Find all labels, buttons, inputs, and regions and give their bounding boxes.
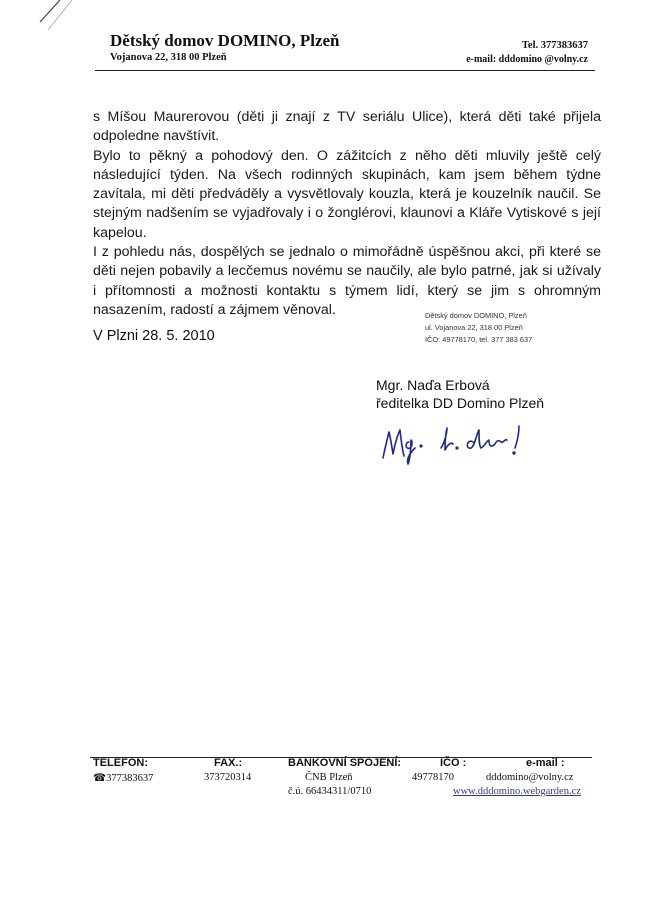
letterhead-email: e-mail: dddomino @volny.cz: [466, 54, 588, 65]
footer-fax-label: FAX.:: [214, 757, 243, 769]
footer-bank-name: ČNB Plzeň: [305, 772, 353, 783]
body-paragraph: Bylo to pěkný a pohodový den. O zážitcích z něho děti mluvily ještě celý následující týden. Na všech rodinných skupinách, kam jsem během týdne zavítala, mi děti předváděly a vysvětlovaly kouzla, která je kouzelník naučil. Se stejným nadšením se vyjadřovaly i o žonglérovi, klaunovi a Kláře Vytiskové s její kapelou.: [93, 147, 601, 241]
footer-bank-account: č.ú. 66434311/0710: [288, 786, 372, 797]
footer-email-label: e-mail :: [526, 757, 565, 769]
footer-bank-label: BANKOVNÍ SPOJENÍ:: [288, 757, 402, 769]
footer-fax-value: 373720314: [204, 772, 252, 783]
signatory-role: ředitelka DD Domino Plzeň: [376, 395, 545, 411]
footer-telefon-value: ☎377383637: [93, 773, 154, 784]
letterhead-phone: Tel. 377383637: [521, 40, 588, 51]
body-paragraph: s Míšou Maurerovou (děti ji znají z TV seriálu Ulice), která děti také přijela odpoledne navštívit.: [93, 109, 601, 145]
footer-email-value: dddomino@volny.cz: [486, 772, 574, 783]
footer-telefon-label: TELEFON:: [93, 757, 148, 769]
signatory-name: Mgr. Naďa Erbová: [376, 377, 490, 393]
letterhead-address: Vojanova 22, 318 00 Plzeň: [110, 52, 227, 63]
letter-body: [93, 108, 601, 320]
letter-date: V Plzni 28. 5. 2010: [93, 328, 215, 344]
footer-ico-value: 49778170: [412, 772, 454, 783]
handwritten-signature: [375, 418, 535, 468]
letterhead-divider: [95, 70, 595, 71]
stamp-line: Dětský domov DOMINO, Plzeň: [425, 311, 527, 320]
letterhead-title: Dětský domov DOMINO, Plzeň: [110, 31, 340, 50]
footer-website-link[interactable]: www.dddomino.webgarden.cz: [453, 786, 581, 797]
footer-ico-label: IČO :: [440, 757, 467, 769]
body-paragraph: I z pohledu nás, dospělých se jednalo o mimořádně úspěšnou akci, při které se děti nejen pobavily a lecčemus novému se naučily, ale bylo patrné, jak si užívaly i přítomnosti a možnosti kontaktu s týmem lidí, který se jim s ohromným nasazením, radostí a zájmem věnoval.: [93, 244, 601, 318]
stamp-line: IČO: 49778170, tel. 377 383 637: [425, 335, 533, 344]
scan-corner-mark: [0, 0, 90, 50]
organization-stamp: [425, 310, 532, 346]
stamp-line: ul. Vojanova 22, 318 00 Plzeň: [425, 323, 523, 332]
